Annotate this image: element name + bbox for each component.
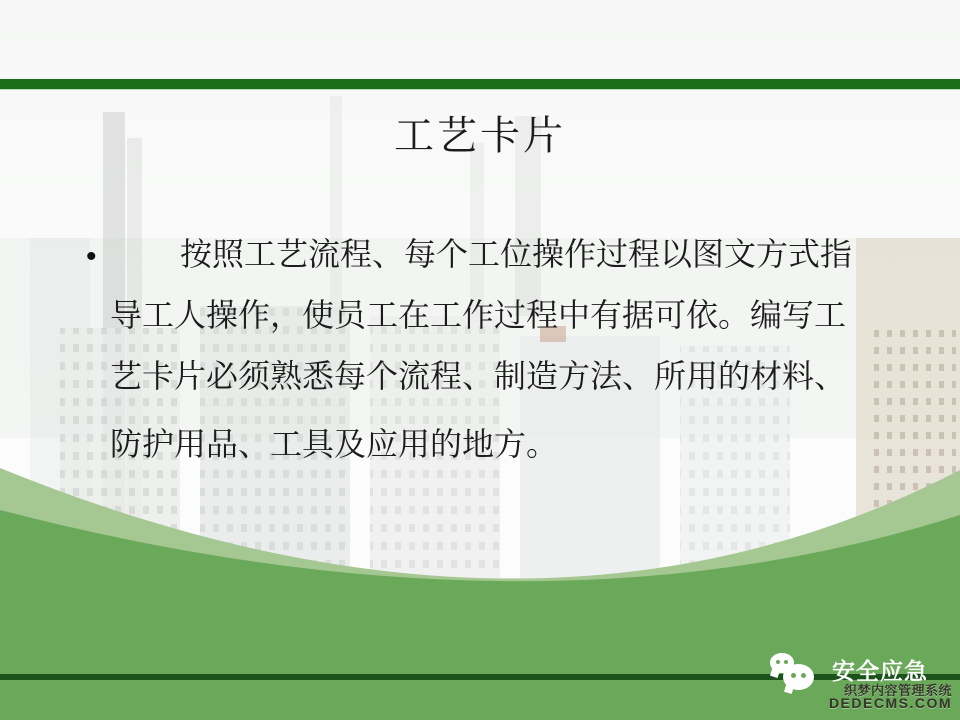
bubble-eye <box>776 660 780 664</box>
bubble-eye <box>791 673 796 678</box>
bubble-eye <box>784 660 788 664</box>
cms-watermark-line1: 织梦内容管理系统 <box>843 683 952 698</box>
body-line-1: 按照工艺流程、每个工位操作过程以图文方式指 <box>180 236 853 272</box>
body-line-2: 导工人操作，使员工在工作过程中有据可依。编写工 <box>110 297 847 333</box>
slide-title: 工艺卡片 <box>394 114 566 158</box>
wechat-icon <box>770 648 820 696</box>
body-line-3: 艺卡片必须熟悉每个流程、制造方法、所用的材料、 <box>110 358 847 394</box>
wechat-bubble-large <box>783 664 814 690</box>
bubble-tail <box>784 684 794 694</box>
bubble-tail <box>770 668 780 678</box>
brand-label: 安全应急 <box>832 658 928 684</box>
cms-watermark-line2: DEDECMS.COM <box>828 695 952 711</box>
body-line-4: 防护用品、工具及应用的地方。 <box>110 426 559 462</box>
bubble-eye <box>801 673 806 678</box>
watermark-group <box>760 638 960 720</box>
bullet-marker: • <box>86 240 97 273</box>
